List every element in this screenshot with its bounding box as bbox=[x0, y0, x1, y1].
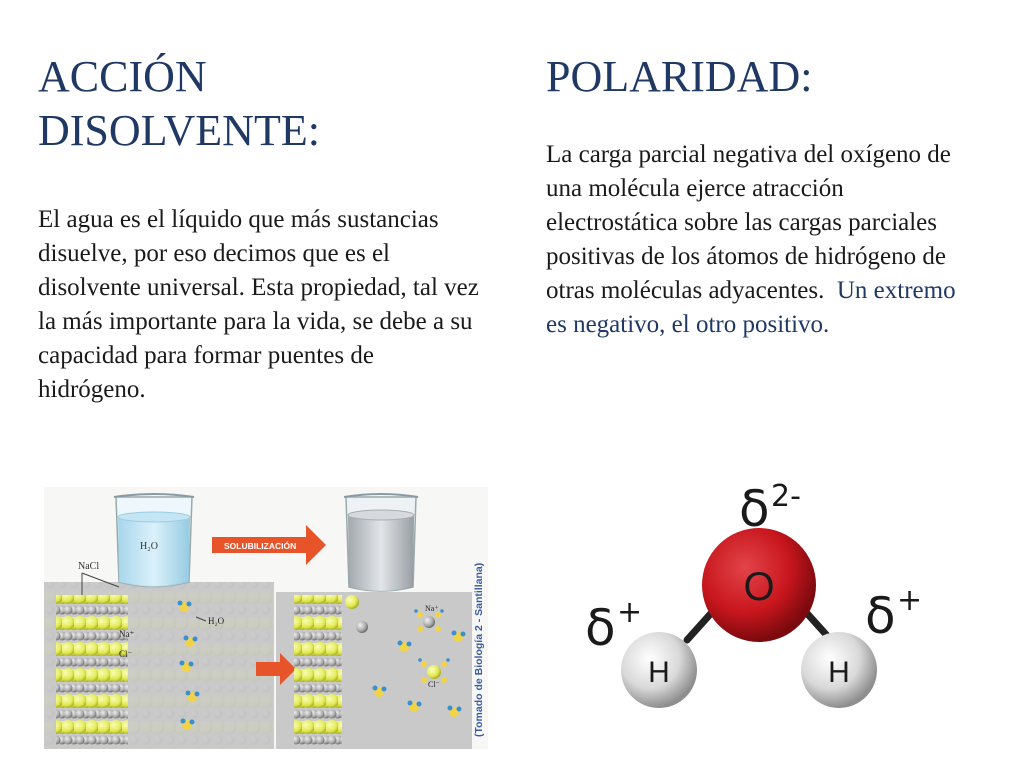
title-line-2: DISOLVENTE: bbox=[38, 106, 320, 155]
charge-h-right-delta: δ bbox=[865, 587, 896, 645]
label-solubilizacion: SOLUBILIZACIÓN bbox=[224, 541, 297, 551]
charge-oxygen-sup: 2- bbox=[771, 479, 801, 514]
figure-credit: (Tomado de Biología 2 - Santillana) bbox=[473, 562, 485, 737]
hydrogen-right-label: H bbox=[828, 656, 850, 689]
beaker-right bbox=[344, 494, 418, 591]
oxygen-label: O bbox=[743, 565, 775, 609]
disolvente-paragraph: El agua es el líquido que más sustancias disuelve, por eso decimos que es el disolvente universal. Esta propiedad, tal vez la más importante para la vida, se debe a su capacidad para formar puentes de hidrógeno. bbox=[38, 206, 479, 403]
charge-oxygen-delta: δ bbox=[739, 480, 770, 538]
label-na-right: Na⁺ bbox=[425, 604, 439, 613]
polaridad-paragraph bbox=[546, 138, 976, 342]
label-cl: Cl⁻ bbox=[119, 649, 133, 659]
polaridad-accent-text: Un extremo es negativo, el otro positivo. bbox=[546, 277, 956, 338]
label-cl-right: Cl⁻ bbox=[428, 680, 440, 689]
label-water-left: H₂O bbox=[140, 541, 158, 552]
charge-h-left-delta: δ bbox=[585, 599, 616, 657]
title-line-1: ACCIÓN bbox=[38, 52, 207, 101]
label-na: Na⁺ bbox=[119, 629, 135, 639]
title-polaridad: POLARIDAD: bbox=[546, 52, 813, 101]
charge-h-right-sup: + bbox=[897, 583, 923, 618]
nacl-crystal-left bbox=[56, 595, 128, 745]
water-molecule-diagram bbox=[575, 470, 935, 720]
title-accion-disolvente bbox=[38, 50, 478, 158]
label-nacl: NaCl bbox=[78, 561, 100, 572]
dissolution-illustration bbox=[44, 487, 488, 749]
polaridad-main-text: La carga parcial negativa del oxígeno de una molécula ejerce atracción electrostática sobre las cargas parciales positivas de los átomos de hidrógeno de otras moléculas adyacentes. bbox=[546, 141, 951, 304]
hydrogen-left-label: H bbox=[648, 656, 670, 689]
label-h2o-molecule: H₂O bbox=[208, 616, 225, 626]
charge-h-left-sup: + bbox=[617, 595, 643, 630]
